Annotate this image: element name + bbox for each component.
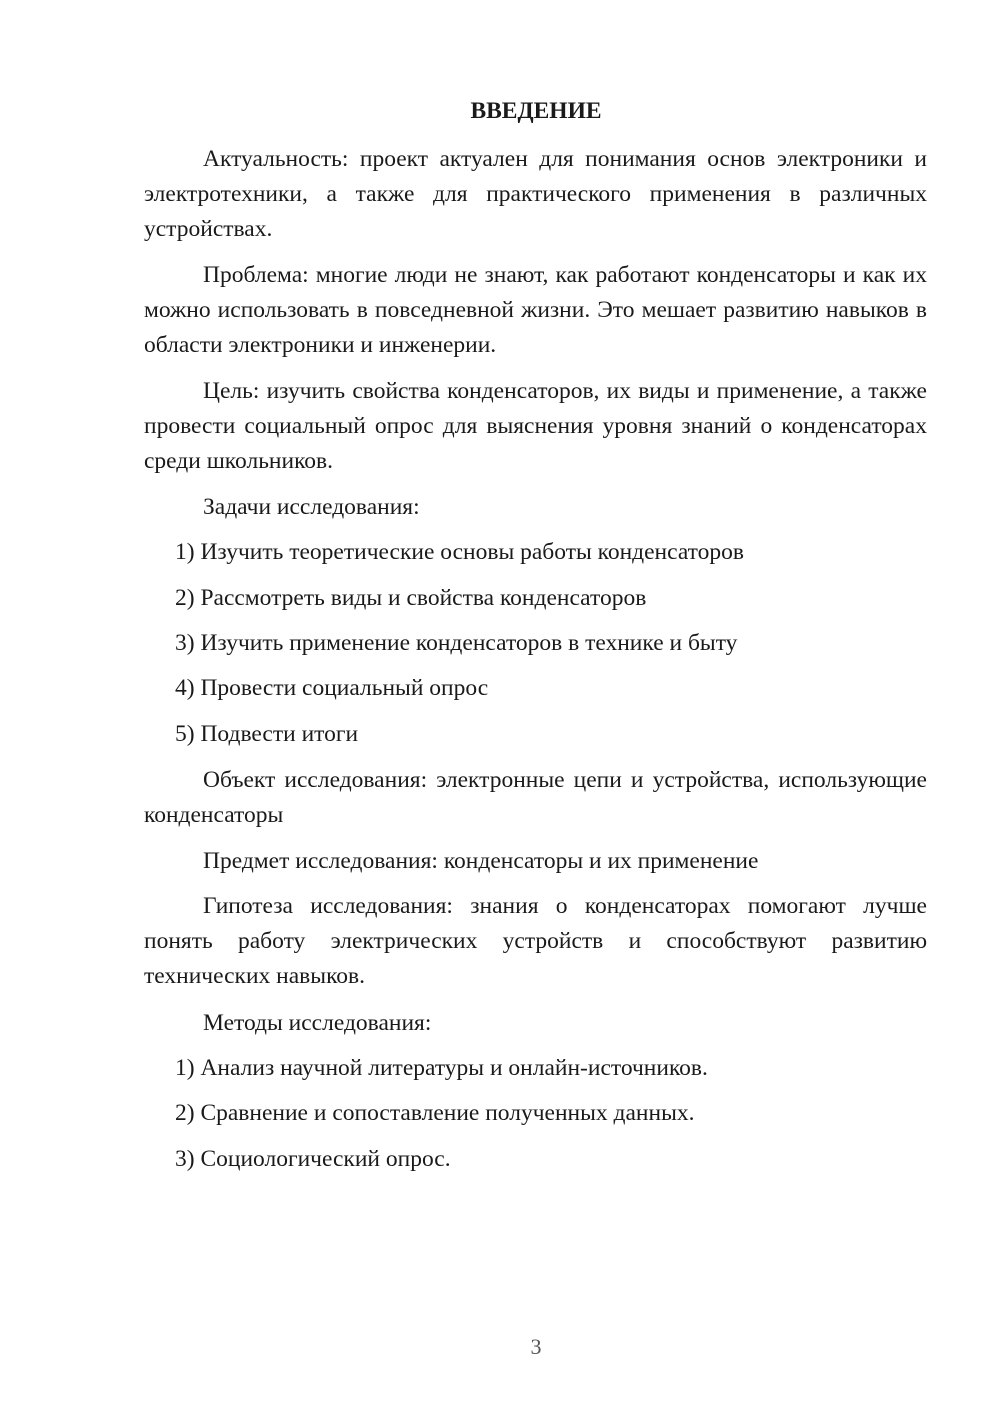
task-item-4: 4) Провести социальный опрос <box>175 675 489 701</box>
relevance-paragraph: Актуальность: проект актуален для понимания основ электроники и электротехники, а также для практического применения в различных устройствах. <box>144 146 927 242</box>
problem-paragraph: Проблема: многие люди не знают, как работают конденсаторы и как их можно использовать в повседневной жизни. Это мешает развитию навыков в области электроники и инженерии. <box>144 262 927 358</box>
object-paragraph: Объект исследования: электронные цепи и устройства, использующие конденсаторы <box>144 767 927 828</box>
tasks-heading: Задачи исследования: <box>203 494 420 520</box>
task-item-2: 2) Рассмотреть виды и свойства конденсаторов <box>175 585 647 611</box>
methods-heading: Методы исследования: <box>203 1010 432 1036</box>
goal-paragraph: Цель: изучить свойства конденсаторов, их виды и применение, а также провести социальный опрос для выяснения уровня знаний о конденсаторах среди школьников. <box>144 378 927 474</box>
hypothesis-paragraph: Гипотеза исследования: знания о конденсаторах помогают лучше понять работу электрических устройств и способствуют развитию технических навыков. <box>144 893 927 989</box>
subject-paragraph: Предмет исследования: конденсаторы и их применение <box>203 848 759 874</box>
task-item-5: 5) Подвести итоги <box>175 721 359 747</box>
method-item-3: 3) Социологический опрос. <box>175 1146 451 1172</box>
section-title: ВВЕДЕНИЕ <box>470 98 602 124</box>
task-item-1: 1) Изучить теоретические основы работы конденсаторов <box>175 539 744 565</box>
page-number: 3 <box>530 1334 542 1359</box>
method-item-1: 1) Анализ научной литературы и онлайн-источников. <box>175 1055 708 1081</box>
method-item-2: 2) Сравнение и сопоставление полученных данных. <box>175 1100 695 1126</box>
task-item-3: 3) Изучить применение конденсаторов в технике и быту <box>175 630 738 656</box>
